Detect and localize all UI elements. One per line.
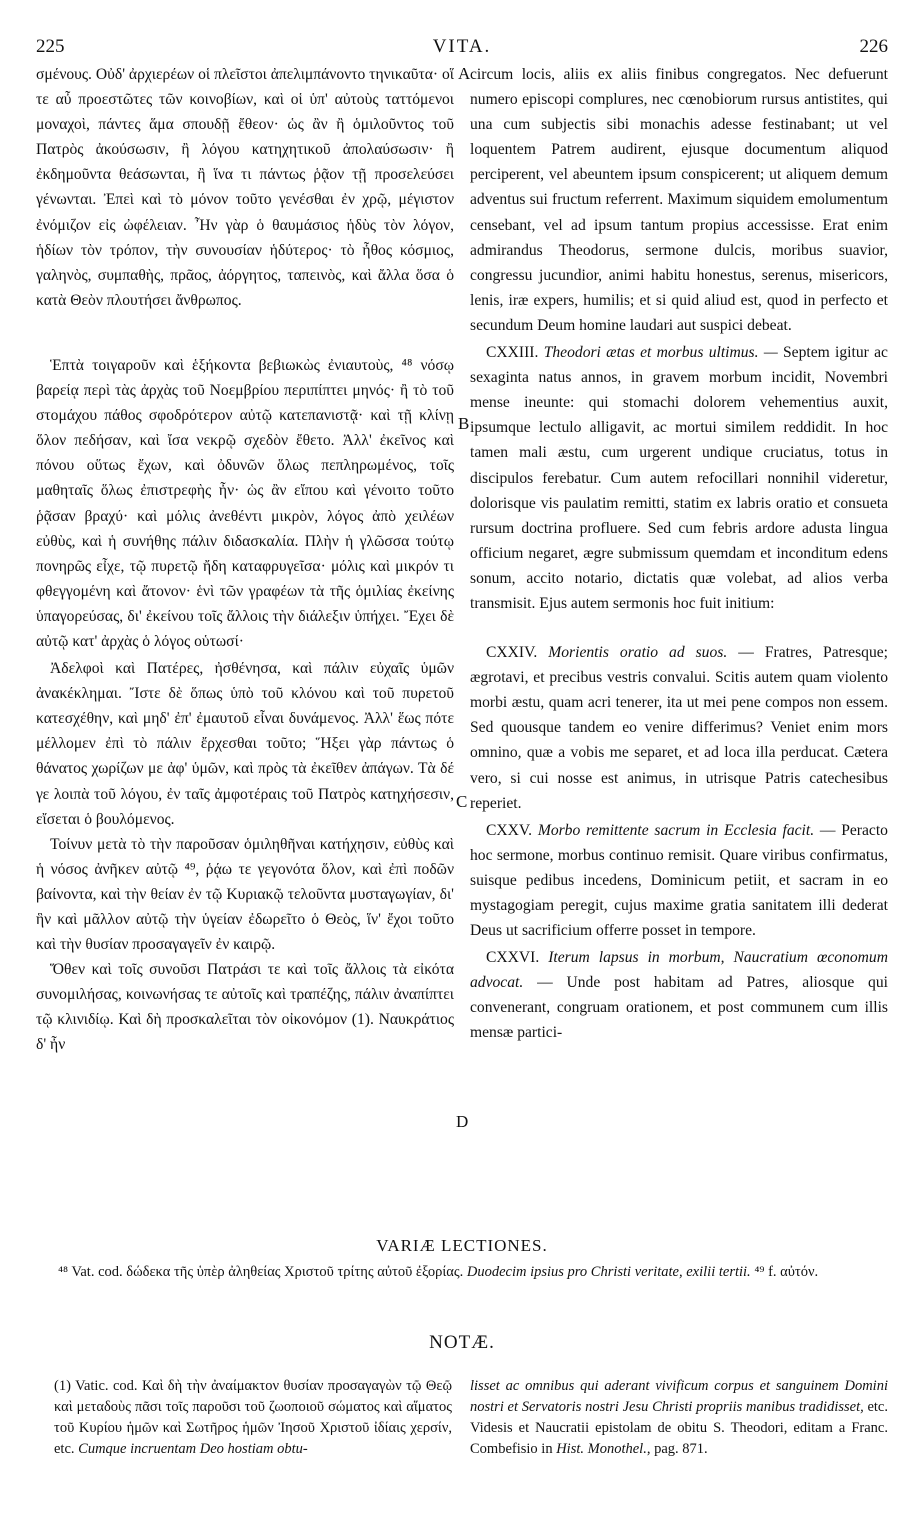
margin-letter-b: B <box>458 414 470 433</box>
page-number-right: 226 <box>859 36 888 57</box>
note-right-column <box>470 1376 888 1460</box>
footnote-marker: ⁴⁹ <box>754 1264 765 1280</box>
variant-49: f. αὐτόν. <box>768 1264 819 1280</box>
note-left-column <box>54 1376 452 1460</box>
chapter-title: Morientis oratio ad suos. <box>548 644 728 662</box>
greek-paragraph: Ὅθεν καὶ τοῖς συνοῦσι Πατράσι τε καὶ τοῖς ἄλλοις τὰ εἰκότα συνομιλήσας, κοινωνήσας τε αὐτοῖς καὶ τραπέζης, πάλιν ἀναπίπτει τῷ κλινιδίῳ. Καὶ δὴ προσκαλεῖται τὸν οἰκονόμον (1). Ναυκράτιος δ' ἦν <box>36 961 454 1054</box>
note-1-page: , pag. 871. <box>646 1441 708 1457</box>
margin-letter-d: D <box>456 1112 469 1131</box>
chapter-number: CXXIII. <box>486 344 539 362</box>
greek-paragraph: Ἑπτὰ τοιγαροῦν καὶ ἑξήκοντα βεβιωκὼς ἐνιαυτοὺς, ⁴⁸ νόσῳ βαρείᾳ περὶ τὰς ἀρχὰς τοῦ Νοεμβρίου περιπίπτει μηνός· ἢ τὸ τοῦ στομάχου πάθος σφοδρότερον αὐτῷ κατεπανιστᾷ· καὶ τῇ κλίνῃ ὅλον πεδήσαν, καὶ ἴσα νεκρῷ σχεδὸν ἔθετο. Ἀλλ' ἐκεῖνος καὶ πόνου οὕτως ἔχων, καὶ ὀδυνῶν ὅλως πεπληρωμένος, τοῖς μαθηταῖς ὅλως ἐπιστρεφὴς ἦν· ὡς ἂν εἴπου καὶ γένοιτο τοῦτο ῥᾷσαν βραχύ· καὶ μόλις ἀνεθέντι μικρὸν, λόγος ἀπὸ χειλέων εὐθὺς, καὶ ἡ συνήθης πάλιν διδασκαλία. Πλὴν ἡ γλῶσσα τούτῳ πονηρῶς εἶχε, τῷ πυρετῷ ἤδη καταφρυγεῖσα· μόλις καὶ μικρόν τι φθεγγομένη καὶ ἄτονον· ἑνὶ τῶν γραφέων τὰ τῆς ὁμιλίας ἐκείνης ὑπαγορεύσας, δι' ἐκείνου τοῖς ἄλλοις τὴν διάλεξιν ὑπήχει. Ἔχει δὲ αὐτῷ κατ' ἀρχὰς ὁ λόγος οὑτωσί· <box>36 356 454 650</box>
chapter-126 <box>470 945 888 1045</box>
chapter-title: Theodori ætas et morbus ultimus. — <box>543 344 778 362</box>
chapter-title: Morbo remittente sacrum in Ecclesia facit. <box>537 821 815 839</box>
chapter-number: CXXVI. <box>486 949 540 967</box>
greek-paragraph: Τοίνυν μετὰ τὸ τὴν παροῦσαν ὁμιληθῆναι κατήχησιν, εὐθὺς καὶ ἡ νόσος ἀνῆκεν αὐτῷ ⁴⁹, ῥᾴω τε γεγονότα ὅλον, καὶ ἐπὶ ποδῶν βαίνοντα, καὶ τὴν θείαν ἐν τῷ Κυριακῷ τελοῦντα μυσταγωγίαν, δι' ἣν καὶ μᾶλλον αὐτῷ τὴν ὑγείαν ἐδωρεῖτο ὁ Θεὸς, ἵν' ἔχοι τοῦτο καὶ τὴν θυσίαν προσαγαγεῖν ἐν καιρῷ. <box>36 835 454 954</box>
latin-paragraph: circum locis, aliis ex aliis finibus congregatos. Nec defuerunt numero episcopi complures, nec cœnobiorum rursus antistites, qui una cum subjectis sibi monachis adesse festinabant; ut vel loquentem Patrem audirent, ejusque documentum aliquod perciperent, vel abeuntem ipsum conspicerent; ut aliquem demum adventus sui fructum referrent. Maximum siquidem emolumentum censebant, vel ad ipsum tantum propius accessisse. Erat enim admirandus Theodorus, sermone dulcis, moribus suavior, congressu jucundior, animi habitu honestus, serenus, misericors, lenis, iræ expers, humilis; et si quid aliud est, quod in perfecto et secundum Deum homine laudari aut suspici debeat. <box>470 66 888 334</box>
variant-48-latin: Duodecim ipsius pro Christi veritate, exilii tertii. <box>466 1264 751 1280</box>
chapter-123 <box>470 340 888 616</box>
chapter-text: — Fratres, Patresque; ægrotavi, et precibus vestris convalui. Scitis autem quam violento morbi æstu, quam acri tenerer, ita ut mei pene compos non essem. Sed quousque tandem eo venire differimus? Veniet enim mors omnino, quæ a vobis me separet, et ad loca illa perducat. Cætera vero, si cui nosse est animus, in utrisque Patris catechesibus reperiet. <box>470 644 888 812</box>
greek-paragraph: σμένους. Οὐδ' ἀρχιερέων οἱ πλεῖστοι ἀπελιμπάνοντο τηνικαῦτα· οἵ τε αὖ προεστῶτες τῶν κοινοβίων, καὶ οἱ ὑπ' αὐτοὺς ταττόμενοι μοναχοὶ, πάντες ἅμα σπουδῇ ἔθεον· ὡς ἂν ἢ ὁμιλοῦντος τοῦ Πατρὸς ἀκούσωσιν, ἢ λόγου κατηχητικοῦ ἀπολαύσωσιν· ἢ ἐκδημοῦντα θεάσωνται, ἢ ἵνα τι πάντως ῥᾷον τῇ προσελεύσει γένωνται. Ἐπεὶ καὶ τὸ μόνον τοῦτο γενέσθαι ἐν χρῷ, μέγιστον ἐνόμιζον εἰς ὠφέλειαν. Ἦν γὰρ ὁ θαυμάσιος ἡδὺς τὸν λόγον, ἡδίων τὸν τρόπον, τὴν συνουσίαν ἡδύτερος· τὸ ἦθος κόσμιος, γαληνὸς, συμπαθὴς, πρᾶος, ἀόργητος, ταπεινὸς, καὶ ἄλλα ὅσα ὁ κατὰ Θεὸν πλουτήσει ἄνθρωπος. <box>36 66 454 309</box>
chapter-title: Iterum lapsus in morbum, Naucratium œconomum advocat. <box>470 949 888 992</box>
variant-48: Vat. cod. δώδεκα τῆς ὑπὲρ ἀληθείας Χριστοῦ τρίτης αὐτοῦ ἐξορίας. <box>71 1264 464 1280</box>
greek-paragraph: Ἀδελφοὶ καὶ Πατέρες, ἠσθένησα, καὶ πάλιν εὐχαῖς ὑμῶν ἀνακέκλημαι. Ἴστε δὲ ὅπως ὑπὸ τοῦ κλόνου καὶ τοῦ πυρετοῦ κατεσχέθην, καὶ μηδ' ἐπ' ἐμαυτοῦ εἶναι δυνάμενος. Ἀλλ' ἕως πότε μέλλομεν ἐπὶ τὸ πάλιν ἔρχεσθαι τοῦτο; Ἥξει γὰρ πάντως ὁ θάνατος χωρίζων με ἀφ' ὑμῶν, καὶ πρὸς τὰ ἐκεῖθεν ἀπάγων. Τὰ δέ γε λοιπὰ τοῦ λόγου, ἐν ταῖς ἀμφοτέραις τοῦ Πατρὸς κατηχήσεσιν, εἴσεται ὁ βουλόμενος. <box>36 660 454 828</box>
chapter-text: — Unde post habitam ad Patres, aliosque qui convenerant, congruam orationem, et post communem cum illis mensæ partici- <box>470 974 888 1042</box>
variae-lectiones-title: VARIÆ LECTIONES. <box>376 1236 548 1255</box>
notae-title: NOTÆ. <box>429 1332 495 1353</box>
note-1-reference: etc. Videsis et Naucratii epistolam de obitu S. Theodori, editam a Franc. Combefisio in <box>470 1399 888 1457</box>
note-1-text: (1) Vatic. cod. Καὶ δὴ τὴν ἀναίμακτον θυσίαν προσαγαγὼν τῷ Θεῷ καὶ μεταδοὺς πᾶσι τοῖς παροῦσι τοῦ ζωοποιοῦ σώματος καὶ αἵματος τοῦ Κυρίου ἡμῶν καὶ Σωτῆρος ἡμῶν Ἰησοῦ Χριστοῦ ἰδίαις χερσίν, etc. <box>54 1378 452 1457</box>
running-title: VITA. <box>432 36 492 57</box>
chapter-124 <box>470 640 888 816</box>
page-header <box>36 36 888 60</box>
footnote-marker: ⁴⁸ <box>58 1264 69 1280</box>
greek-column <box>36 62 454 1058</box>
margin-letter-c: C <box>456 792 468 811</box>
chapter-125 <box>470 818 888 943</box>
margin-letter-a: A <box>458 64 471 83</box>
note-1-latin: Cumque incruentam Deo hostiam obtu- <box>78 1441 308 1457</box>
chapter-number: CXXIV. <box>486 644 538 662</box>
chapter-text: Septem igitur ac sexaginta natus annos, in gravem morbum incidit, Novembri mense ineunte: qui stomachi dolorem vehementius auxit, ipsumque lectulo alligavit, ac mortui similem reddidit. In hoc tamen mali æstu, cum urgerent undique cruciatus, totus in discipulos ferebatur. Cum autem refocillari nonnihil videretur, dolorisque vis paulatim remitti, statim ex labris oratio et consueta rursum doctrina profluere. Sed cum febris ardore adusta lingua officium negaret, ægre submissum quemdam et inconditum edens sonum, accito notario, dictatis quæ volebat, ad alios verba transmisit. Ejus autem sermonis hoc fuit initium: <box>470 344 888 612</box>
chapter-text: — Peracto hoc sermone, morbus continuo remisit. Quare viribus confirmatus, suisque pedibus incedens, Dominicum petiit, et sacram in eo mystagogiam peregit, cujus maxime gratia sanitatem illi dederat Deus ut sacrificium offerre posset in tempore. <box>470 821 888 940</box>
variae-lectiones <box>36 1262 888 1283</box>
note-1-work-title: Hist. Monothel. <box>556 1441 647 1457</box>
page-number-left: 225 <box>36 36 65 57</box>
note-1-latin-cont: lisset ac omnibus qui aderant vivificum corpus et sanguinem Domini nostri et Servatoris nostri Jesu Christi propriis manibus tradidisset, <box>470 1378 888 1415</box>
latin-column <box>470 62 888 1046</box>
chapter-number: CXXV. <box>486 821 533 839</box>
